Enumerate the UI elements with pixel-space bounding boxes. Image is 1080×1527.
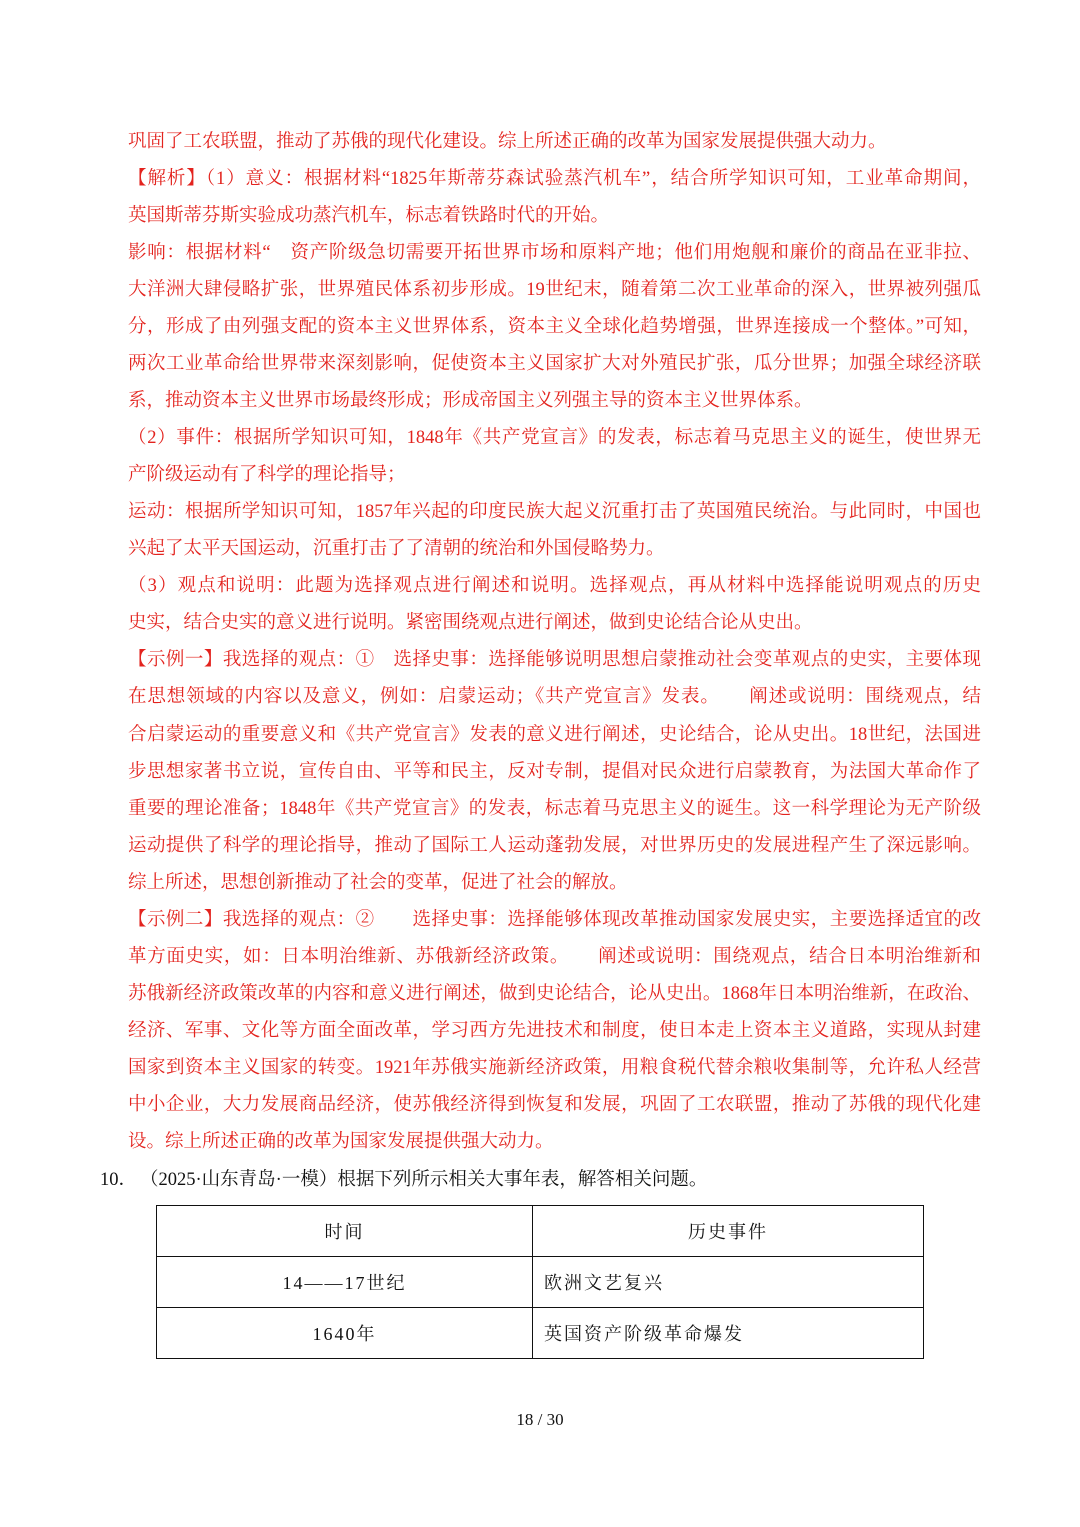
question-number: 10． (100, 1170, 138, 1190)
analysis-line: 重要的理论准备；1848年《共产党宣言》的发表，标志着马克思主义的诞生。这一科学理论为无产阶级 (128, 798, 981, 819)
analysis-line: 综上所述，思想创新推动了社会的变革，促进了社会的解放。 (128, 872, 628, 893)
analysis-line: 大洋洲大肆侵略扩张，世界殖民体系初步形成。19世纪末，随着第二次工业革命的深入，世界被列强瓜 (128, 280, 981, 301)
analysis-line: 【示例一】我选择的观点：① 选择史事：选择能够说明思想启蒙推动社会变革观点的史实，主要体现 (128, 650, 981, 671)
analysis-line: 系，推动资本主义世界市场最终形成；形成帝国主义列强主导的资本主义世界体系。 (128, 391, 813, 412)
table-cell-time: 14——17世纪 (157, 1257, 533, 1308)
analysis-line: 两次工业革命给世界带来深刻影响，促使资本主义国家扩大对外殖民扩张，瓜分世界；加强全球经济联 (128, 354, 981, 375)
table-cell-event: 英国资产阶级革命爆发 (533, 1308, 924, 1359)
analysis-line: 史实，结合史实的意义进行说明。紧密围绕观点进行阐述，做到史论结合论从史出。 (128, 613, 813, 634)
analysis-line: 经济、军事、文化等方面全面改革，学习西方先进技术和制度，使日本走上资本主义道路，实现从封建 (128, 1020, 981, 1041)
analysis-line: 兴起了太平天国运动，沉重打击了了清朝的统治和外国侵略势力。 (128, 539, 665, 560)
analysis-line: 运动：根据所学知识可知，1857年兴起的印度民族大起义沉重打击了英国殖民统治。与此同时，中国也 (128, 502, 981, 523)
analysis-line: 苏俄新经济政策改革的内容和意义进行阐述，做到史论结合，论从史出。1868年日本明治维新，在政治、 (128, 983, 981, 1004)
analysis-line: 在思想领域的内容以及意义，例如：启蒙运动；《共产党宣言》发表。 阐述或说明：围绕观点，结 (128, 687, 981, 708)
table-cell-time: 1640年 (157, 1308, 533, 1359)
table-header-event: 历史事件 (533, 1206, 924, 1257)
analysis-line: 中小企业，大力发展商品经济，使苏俄经济得到恢复和发展，巩固了工农联盟，推动了苏俄的现代化建 (128, 1094, 981, 1115)
table-row (157, 1257, 924, 1308)
table-cell-event: 欧洲文艺复兴 (533, 1257, 924, 1308)
analysis-line: 英国斯蒂芬斯实验成功蒸汽机车，标志着铁路时代的开始。 (128, 206, 610, 227)
analysis-line: 巩固了工农联盟，推动了苏俄的现代化建设。综上所述正确的改革为国家发展提供强大动力。 (128, 132, 887, 152)
question-10 (100, 1162, 980, 1199)
analysis-line: 影响：根据材料“ 资产阶级急切需要开拓世界市场和原料产地；他们用炮舰和廉价的商品在亚非拉、 (128, 243, 981, 264)
events-timeline-table (156, 1205, 924, 1359)
analysis-line: 国家到资本主义国家的转变。1921年苏俄实施新经济政策，用粮食税代替余粮收集制等，允许私人经营 (128, 1057, 981, 1078)
analysis-line: 【示例二】我选择的观点：② 选择史事：选择能够体现改革推动国家发展史实，主要选择适宜的改 (128, 909, 981, 930)
analysis-line: 革方面史实，如：日本明治维新、苏俄新经济政策。 阐述或说明：围绕观点，结合日本明治维新和 (128, 946, 981, 967)
analysis-line: （3）观点和说明：此题为选择观点进行阐述和说明。选择观点，再从材料中选择能说明观点的历史 (128, 576, 981, 597)
analysis-line: 【解析】（1）意义：根据材料“1825年斯蒂芬森试验蒸汽机车”，结合所学知识可知，工业革命期间， (128, 169, 981, 190)
table-row (157, 1308, 924, 1359)
answer-analysis (128, 124, 981, 1161)
analysis-line: 合启蒙运动的重要意义和《共产党宣言》发表的意义进行阐述，史论结合，论从史出。18世纪，法国进 (128, 724, 981, 745)
table-header-row (157, 1206, 924, 1257)
question-text: （2025·山东青岛·一模）根据下列所示相关大事年表，解答相关问题。 (140, 1170, 708, 1190)
analysis-line: 步思想家著书立说，宣传自由、平等和民主，反对专制，提倡对民众进行启蒙教育，为法国大革命作了 (128, 761, 981, 782)
analysis-line: 运动提供了科学的理论指导，推动了国际工人运动蓬勃发展，对世界历史的发展进程产生了深远影响。 (128, 835, 981, 856)
page-number: 18 / 30 (516, 1410, 564, 1429)
analysis-line: （2）事件：根据所学知识可知，1848年《共产党宣言》的发表，标志着马克思主义的诞生，使世界无 (128, 428, 981, 449)
table-header-time: 时间 (157, 1206, 533, 1257)
analysis-line: 分，形成了由列强支配的资本主义世界体系，资本主义全球化趋势增强，世界连接成一个整体。”可知， (128, 317, 981, 338)
analysis-line: 设。综上所述正确的改革为国家发展提供强大动力。 (128, 1131, 554, 1152)
analysis-line: 产阶级运动有了科学的理论指导； (128, 465, 406, 486)
